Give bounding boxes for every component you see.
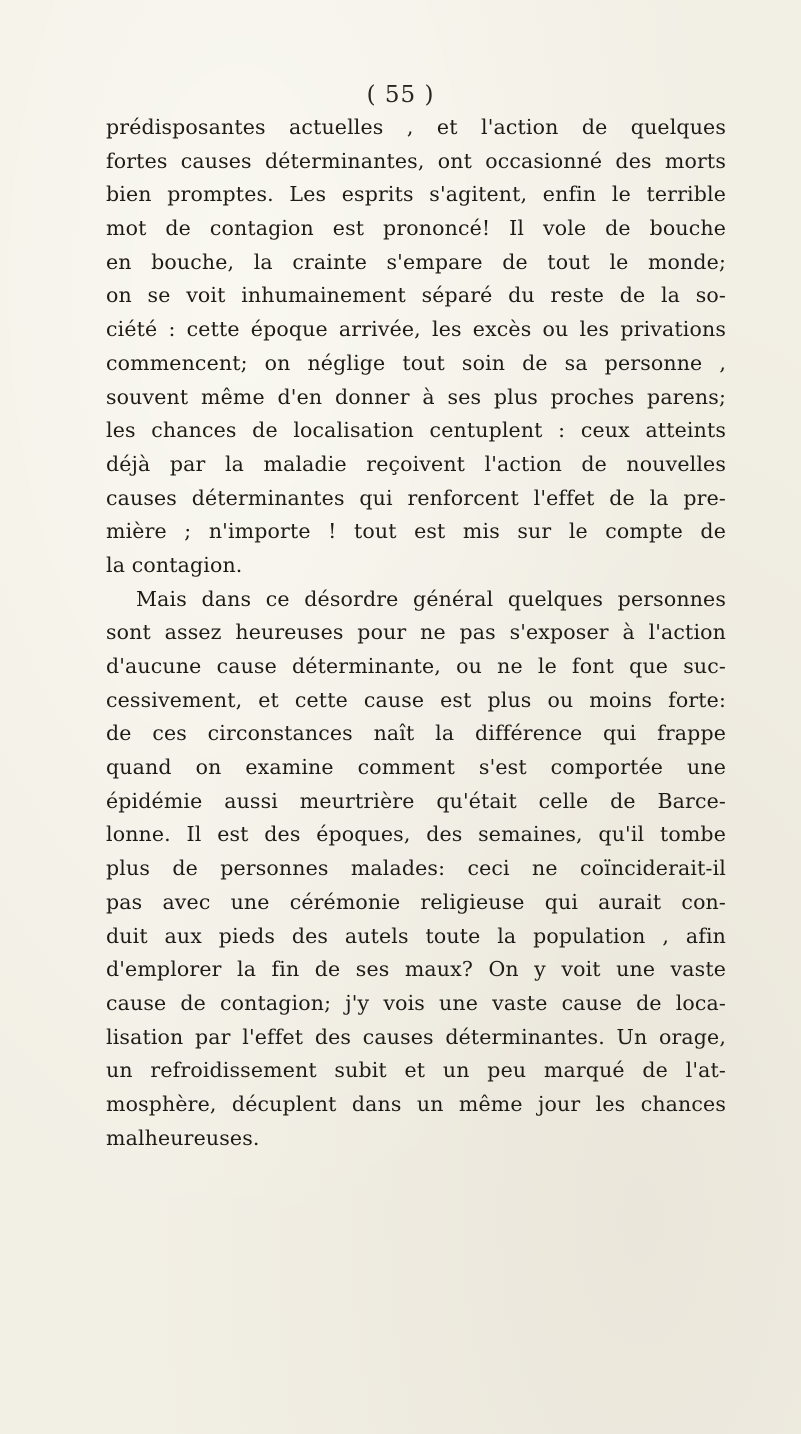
- text-line: bien promptes. Les esprits s'agitent, enfin le terrible: [106, 182, 726, 207]
- text-line: en bouche, la crainte s'empare de tout le monde;: [106, 249, 726, 274]
- text-line: duit aux pieds des autels toute la population , afin: [106, 923, 726, 948]
- text-line: commencent; on néglige tout soin de sa personne ,: [106, 350, 726, 375]
- text-line: mière ; n'importe ! tout est mis sur le compte de: [106, 519, 726, 544]
- text-line: mot de contagion est prononcé! Il vole de bouche: [106, 216, 726, 241]
- text-line: mosphère, décuplent dans un même jour les chances: [106, 1091, 726, 1116]
- text-line: plus de personnes malades: ceci ne coïnciderait-il: [106, 856, 726, 881]
- text-line: épidémie aussi meurtrière qu'était celle de Barce-: [106, 788, 726, 813]
- text-line: ciété : cette époque arrivée, les excès ou les privations: [106, 317, 726, 342]
- text-line: sont assez heureuses pour ne pas s'exposer à l'action: [106, 620, 726, 645]
- paragraph-end-line: la contagion.: [106, 552, 243, 577]
- paragraph-end-line: malheureuses.: [106, 1125, 260, 1150]
- text-line: causes déterminantes qui renforcent l'effet de la pre-: [106, 485, 726, 510]
- text-line: cessivement, et cette cause est plus ou moins forte:: [106, 687, 726, 712]
- text-line: on se voit inhumainement séparé du reste de la so-: [106, 283, 726, 308]
- text-line: les chances de localisation centuplent : ceux atteints: [106, 418, 726, 443]
- text-line: d'emplorer la fin de ses maux? On y voit une vaste: [106, 957, 726, 982]
- page-number: ( 55 ): [366, 82, 435, 108]
- text-line: quand on examine comment s'est comportée une: [106, 755, 726, 780]
- text-line: cause de contagion; j'y vois une vaste cause de loca-: [106, 990, 726, 1015]
- text-line: fortes causes déterminantes, ont occasionné des morts: [106, 148, 726, 173]
- body-text: [106, 111, 726, 1155]
- text-line: lisation par l'effet des causes déterminantes. Un orage,: [106, 1024, 726, 1049]
- text-line: souvent même d'en donner à ses plus proches parens;: [106, 384, 726, 409]
- text-line: de ces circonstances naît la différence qui frappe: [106, 721, 726, 746]
- text-line: un refroidissement subit et un peu marqué de l'at-: [106, 1058, 726, 1083]
- text-line: prédisposantes actuelles , et l'action de quelques: [106, 115, 726, 139]
- text-line: déjà par la maladie reçoivent l'action de nouvelles: [106, 451, 726, 476]
- text-line: lonne. Il est des époques, des semaines, qu'il tombe: [106, 822, 726, 847]
- paragraph-start-line: Mais dans ce désordre général quelques personnes: [136, 586, 726, 611]
- text-line: pas avec une cérémonie religieuse qui aurait con-: [106, 889, 726, 914]
- text-line: d'aucune cause déterminante, ou ne le font que suc-: [106, 654, 726, 678]
